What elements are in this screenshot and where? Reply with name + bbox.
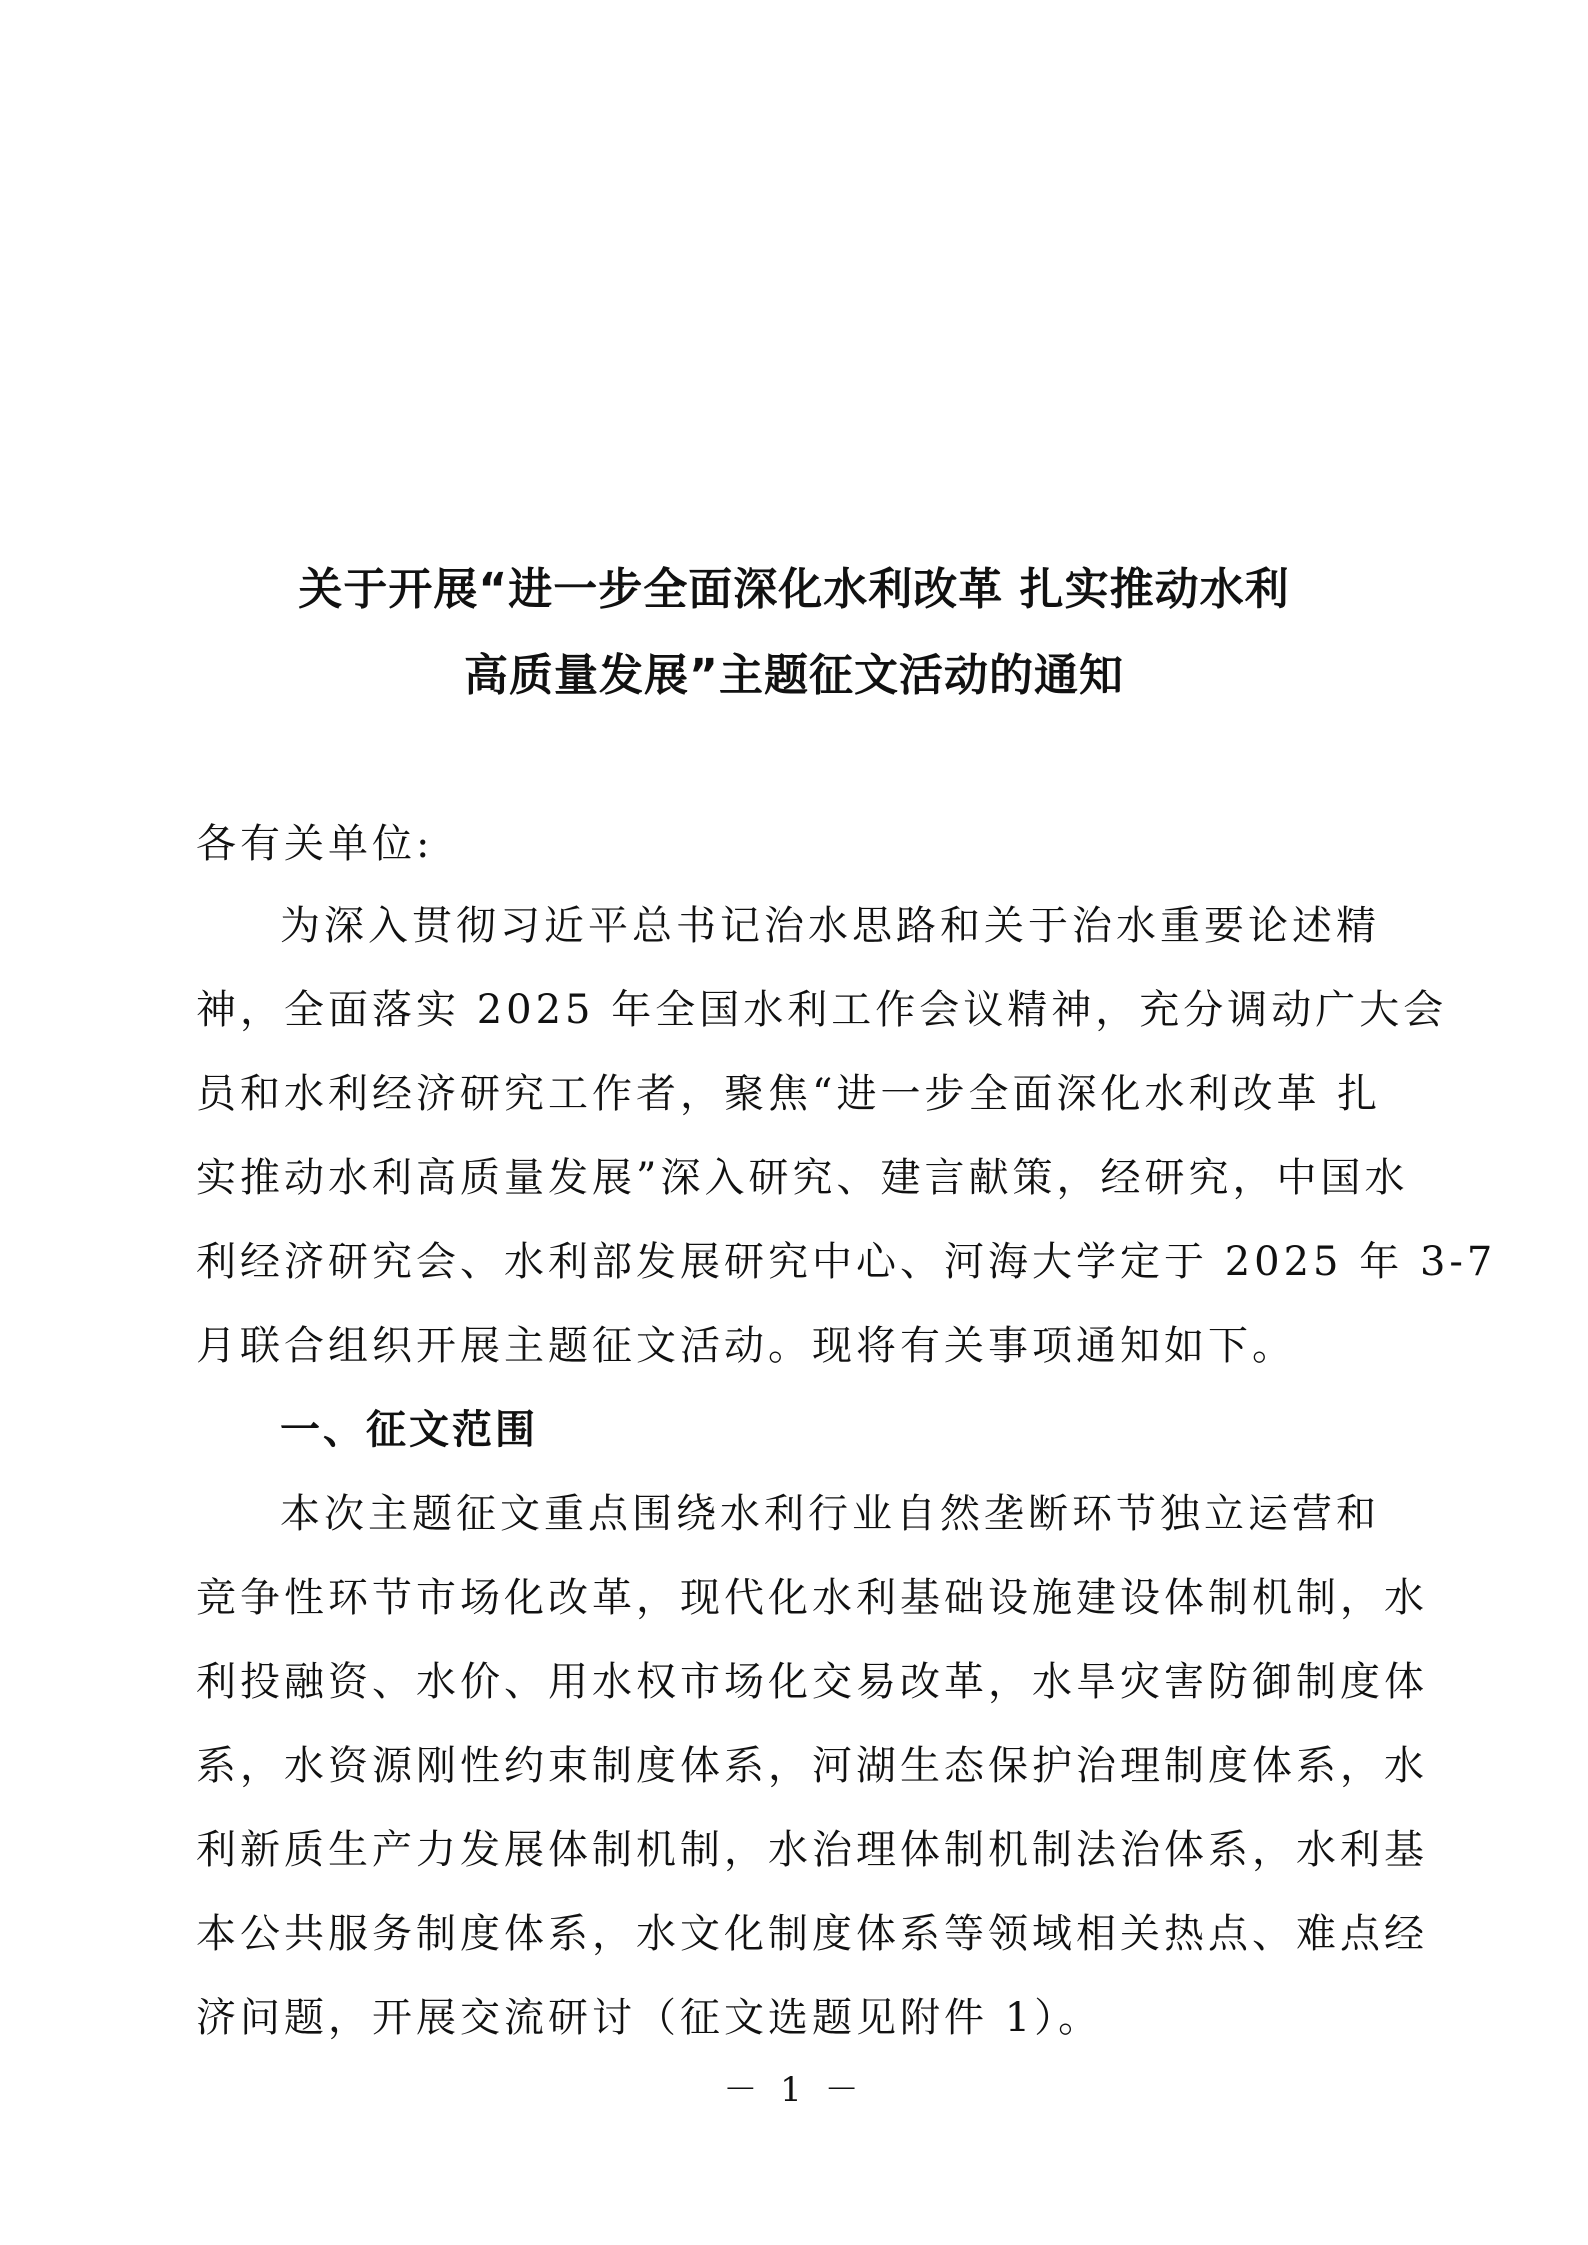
document-title-line-1: 关于开展“进一步全面深化水利改革 扎实推动水利	[298, 564, 1290, 615]
paragraph-2-line: 竞争性环节市场化改革，现代化水利基础设施建设体制机制，水	[196, 1575, 1428, 1621]
section-heading: 一、征文范围	[280, 1407, 538, 1453]
paragraph-2-line: 利投融资、水价、用水权市场化交易改革，水旱灾害防御制度体	[196, 1659, 1428, 1705]
page-number: － 1 －	[723, 2070, 865, 2110]
paragraph-1-line: 月联合组织开展主题征文活动。现将有关事项通知如下。	[196, 1323, 1296, 1369]
paragraph-1-line: 利经济研究会、水利部发展研究中心、河海大学定于 2025 年 3-7	[196, 1239, 1497, 1285]
paragraph-2-line: 本次主题征文重点围绕水利行业自然垄断环节独立运营和	[280, 1491, 1380, 1537]
paragraph-2-line: 系，水资源刚性约束制度体系，河湖生态保护治理制度体系，水	[196, 1743, 1428, 1789]
salutation: 各有关单位:	[196, 821, 434, 867]
paragraph-1-line: 实推动水利高质量发展”深入研究、建言献策，经研究，中国水	[196, 1155, 1409, 1201]
document-title-line-2: 高质量发展”主题征文活动的通知	[464, 650, 1124, 701]
paragraph-1-line: 为深入贯彻习近平总书记治水思路和关于治水重要论述精	[280, 903, 1380, 949]
paragraph-1-line: 员和水利经济研究工作者，聚焦“进一步全面深化水利改革 扎	[196, 1071, 1382, 1117]
paragraph-1-line: 神，全面落实 2025 年全国水利工作会议精神，充分调动广大会	[196, 987, 1448, 1033]
paragraph-2-line: 利新质生产力发展体制机制，水治理体制机制法治体系，水利基	[196, 1827, 1428, 1873]
paragraph-2-line: 济问题，开展交流研讨（征文选题见附件 1）。	[196, 1995, 1103, 2041]
paragraph-2-line: 本公共服务制度体系，水文化制度体系等领域相关热点、难点经	[196, 1911, 1428, 1957]
